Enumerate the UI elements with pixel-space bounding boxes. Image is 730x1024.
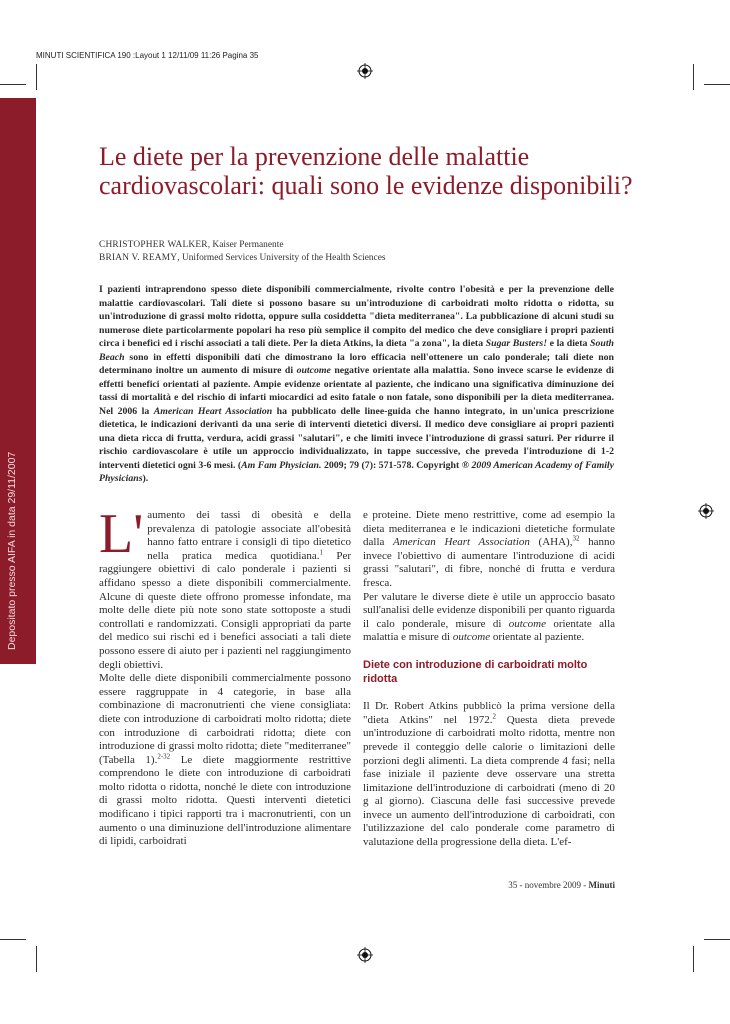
crop-mark-bottom-right-v <box>693 946 694 972</box>
body-paragraph: Per valutare le diverse diete è utile un approccio basato sull'analisi delle evidenze disponibili per quanto riguarda il calo ponderale, misure di outcome orientate alla malattia e misure di outcome orientate al paziente. <box>363 590 616 644</box>
crop-mark-top-right-h <box>704 84 730 85</box>
crop-mark-top-right-v <box>693 64 694 90</box>
body-column-left <box>99 503 351 849</box>
body-paragraph: Molte delle diete disponibili commercialmente possono essere raggruppate in 4 categorie, in base alla combinazione di macronutrienti che viene consigliata: diete con introduzione di carboidrati molto ridotta; diete con introduzione di carboidrati ridotta; diete con introduzione di grassi molto ridotta; diete "mediterranee" (Tabella 1).$^{2-32}$ Le diete maggiormente restrittive comprendono le diete con introduzione di carboidrati molto ridotta o ridotta, nonché le diete con introduzione di grassi molto ridotta. Questi interventi dietetici modificano i tipici rapporti tra i macronutrienti, con un aumento o una diminuzione dell'introduzione alimentare di lipidi, carboidrati <box>99 672 351 848</box>
author-list <box>99 239 659 265</box>
author-line <box>99 252 659 265</box>
crop-mark-bottom-left-v <box>36 946 37 972</box>
body-paragraph: e proteine. Diete meno restrittive, come ad esempio la dieta mediterranea e le indicazioni dietetiche formulate dalla American Heart Association (AHA),$^{32}$ hanno invece l'obiettivo di aumentare l'introduzione di acidi grassi "salutari", di fibre, nonché di frutta e verdura fresca. <box>363 509 615 589</box>
author-affiliation: , Uniformed Services University of the Health Sciences <box>177 253 386 263</box>
registration-mark-bottom-icon <box>357 947 373 963</box>
author-affiliation: , Kaiser Permanente <box>207 240 284 250</box>
side-deposit-note: Depositato presso AIFA in data 29/11/2007 <box>6 451 18 650</box>
crop-mark-bottom-left-h <box>0 939 26 940</box>
section-gap <box>363 686 615 700</box>
crop-mark-top-left-h <box>0 84 26 85</box>
print-slug: MINUTI SCIENTIFICA 190 :Layout 1 12/11/09 11:26 Pagina 35 <box>36 51 259 60</box>
section-gap <box>363 645 615 659</box>
article-title: Le diete per la prevenzione delle malattie cardiovascolari: quali sono le evidenze disponibili? <box>99 142 633 200</box>
author-name: CHRISTOPHER WALKER <box>99 240 208 250</box>
body-column-right <box>363 509 615 850</box>
page-footer <box>470 880 615 890</box>
footer-page-info: 35 - novembre 2009 - <box>508 880 589 890</box>
section-heading: Diete con introduzione di carboidrati molto ridotta <box>363 658 588 685</box>
body-paragraph: L' aumento dei tassi di obesità e della prevalenza di patologie associate all'obesità hanno fatto entrare i consigli di tipo dietetico nella pratica medica quotidiana.$^1$ Per raggiungere obiettivi di calo ponderale i pazienti si affidano spesso a diete disponibili commercialmente. Alcune di queste diete offrono promesse infondate, ma molte delle diete più note sono state sottoposte a studi controllati e randomizzati. Consigli appropriati da parte del medico sui rischi ed i benefici associati a tali diete possono essere di aiuto per i pazienti nel raggiungimento degli obiettivi. <box>99 503 351 671</box>
footer-brand: Minuti <box>588 880 615 890</box>
body-paragraph: Il Dr. Robert Atkins pubblicò la prima versione della "dieta Atkins" nel 1972.$^2$ Questa dieta prevede un'introduzione di carboidrati molto ridotta, mentre non prevede il conteggio delle calorie o limitazioni delle porzioni degli alimenti. La dieta comprende 4 fasi; nella fase iniziale il paziente deve osservare una stretta limitazione dell'introduzione di carboidrati (meno di 20 g al giorno). Ciascuna delle fasi successive prevede invece un aumento dell'introduzione di carboidrati, con l'utilizzazione del calo ponderale come parametro di valutazione della progressione della dieta. L'ef- <box>363 700 616 849</box>
crop-mark-top-left-v <box>36 64 37 90</box>
registration-mark-top-icon <box>357 63 373 79</box>
drop-cap: L' <box>99 503 144 565</box>
author-name: BRIAN V. REAMY <box>99 253 178 263</box>
registration-mark-right-icon <box>698 503 714 519</box>
author-line <box>99 239 659 252</box>
crop-mark-bottom-right-h <box>704 939 730 940</box>
abstract: I pazienti intraprendono spesso diete disponibili commercialmente, rivolte contro l'obesità e per la prevenzione delle malattie cardiovascolari. Tali diete si possono basare su un'introduzione di carboidrati molto ridotta o ridotta, su un'introduzione di grassi molto ridotta, oppure sulla cosiddetta "dieta mediterranea". La pubblicazione di alcuni studi su numerose diete particolarmente popolari ha reso più semplice il compito del medico che deve consigliare i propri pazienti circa i benefici ed i rischi associati a tali diete. Per la dieta Atkins, la dieta "a zona", la dieta Sugar Busters! e la dieta South Beach sono in effetti disponibili dati che dimostrano la loro efficacia nell'ottenere un calo ponderale; tali diete non determinano inoltre un aumento di misure di outcome negative orientate alla malattia. Sono invece scarse le evidenze di effetti benefici orientati al paziente. Ampie evidenze orientate al paziente, che indicano una significativa diminuzione dei tassi di mortalità e del rischio di infarti miocardici ad esito fatale o non fatale, sono disponibili per la dieta mediterranea. Nel 2006 la American Heart Association ha pubblicato delle linee-guida che hanno integrato, in un'unica prescrizione dietetica, le indicazioni derivanti da una serie di interventi dietetici diversi. Il medico deve consigliare ai propri pazienti una dieta ricca di frutta, verdura, acidi grassi "salutari", e che limiti invece l'introduzione di grassi saturi. Per ridurre il rischio cardiovascolare è utile un approccio individualizzato, in tappe successive, che preveda l'introduzione di 1-2 interventi dietetici ogni 3-6 mesi. (Am Fam Physician. 2009; 79 (7): 571-578. Copyright ® 2009 American Academy of Family Physicians). <box>99 284 614 484</box>
